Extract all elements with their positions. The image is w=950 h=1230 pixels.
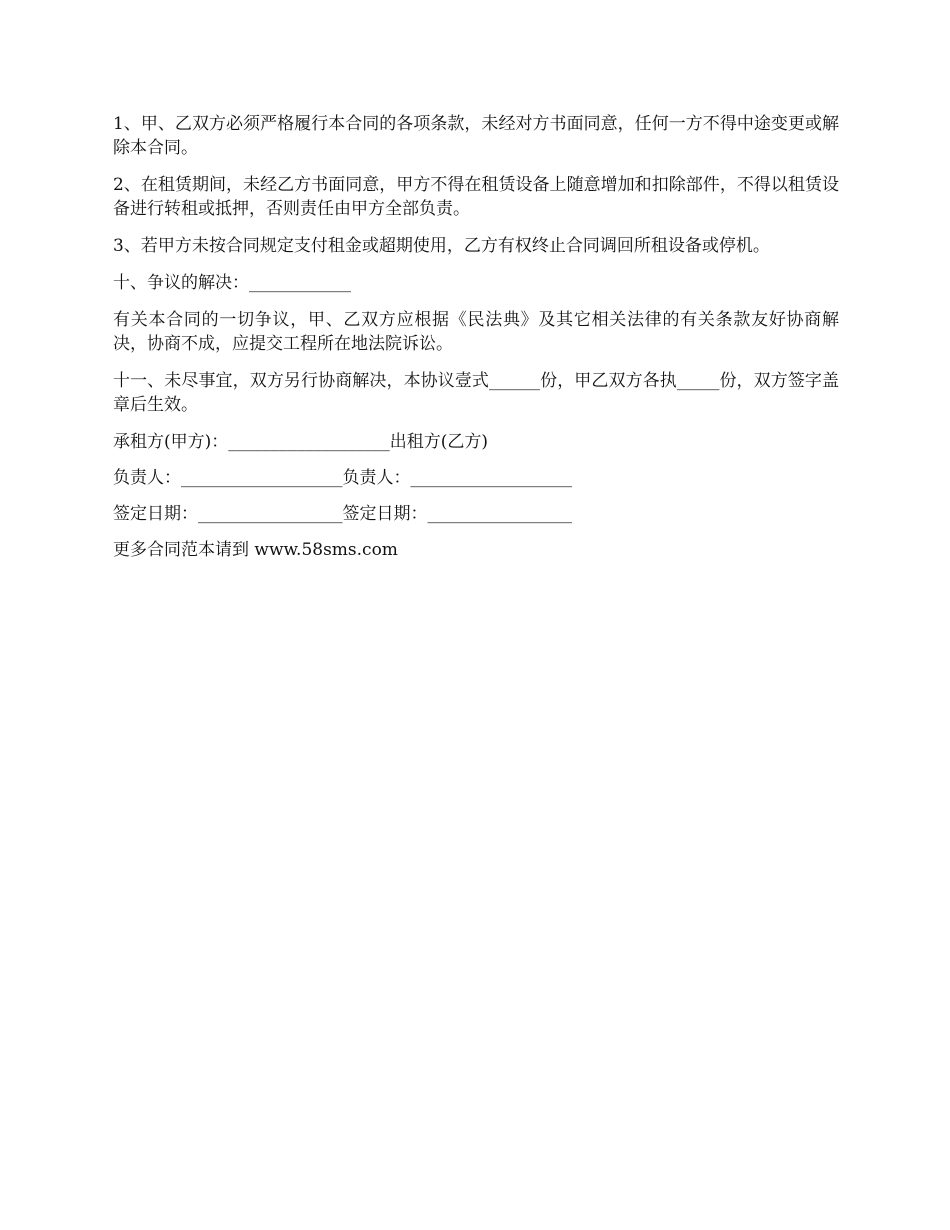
section-eleven-text: 十一、未尽事宜，双方另行协商解决，本协议壹式______份，甲乙双方各执_____份，双方签字盖章后生效。: [113, 371, 839, 415]
clause-2: 2、在租赁期间，未经乙方书面同意，甲方不得在租赁设备上随意增加和扣除部件，不得以租赁设备进行转租或抵押，否则责任由甲方全部负责。: [113, 175, 839, 219]
signature-responsible-line: 负责人：___________________负责人：___________________: [113, 468, 572, 488]
clause-3: 3、若甲方未按合同规定支付租金或超期使用，乙方有权终止合同调回所租设备或停机。: [113, 236, 770, 256]
section-heading-dispute: 十、争议的解决：____________: [113, 273, 351, 293]
clause-1: 1、甲、乙双方必须严格履行本合同的各项条款，未经对方书面同意，任何一方不得中途变更或解除本合同。: [113, 114, 839, 158]
signature-parties-line: 承租方(甲方)：___________________出租方(乙方): [113, 432, 489, 452]
footer-website-line: 更多合同范本请到 www.58sms.com: [113, 540, 398, 560]
signature-date-line: 签定日期：_________________签定日期：_________________: [113, 504, 572, 524]
dispute-resolution-text: 有关本合同的一切争议，甲、乙双方应根据《民法典》及其它相关法律的有关条款友好协商解决，协商不成，应提交工程所在地法院诉讼。: [113, 310, 839, 354]
document-page: [113, 112, 839, 575]
